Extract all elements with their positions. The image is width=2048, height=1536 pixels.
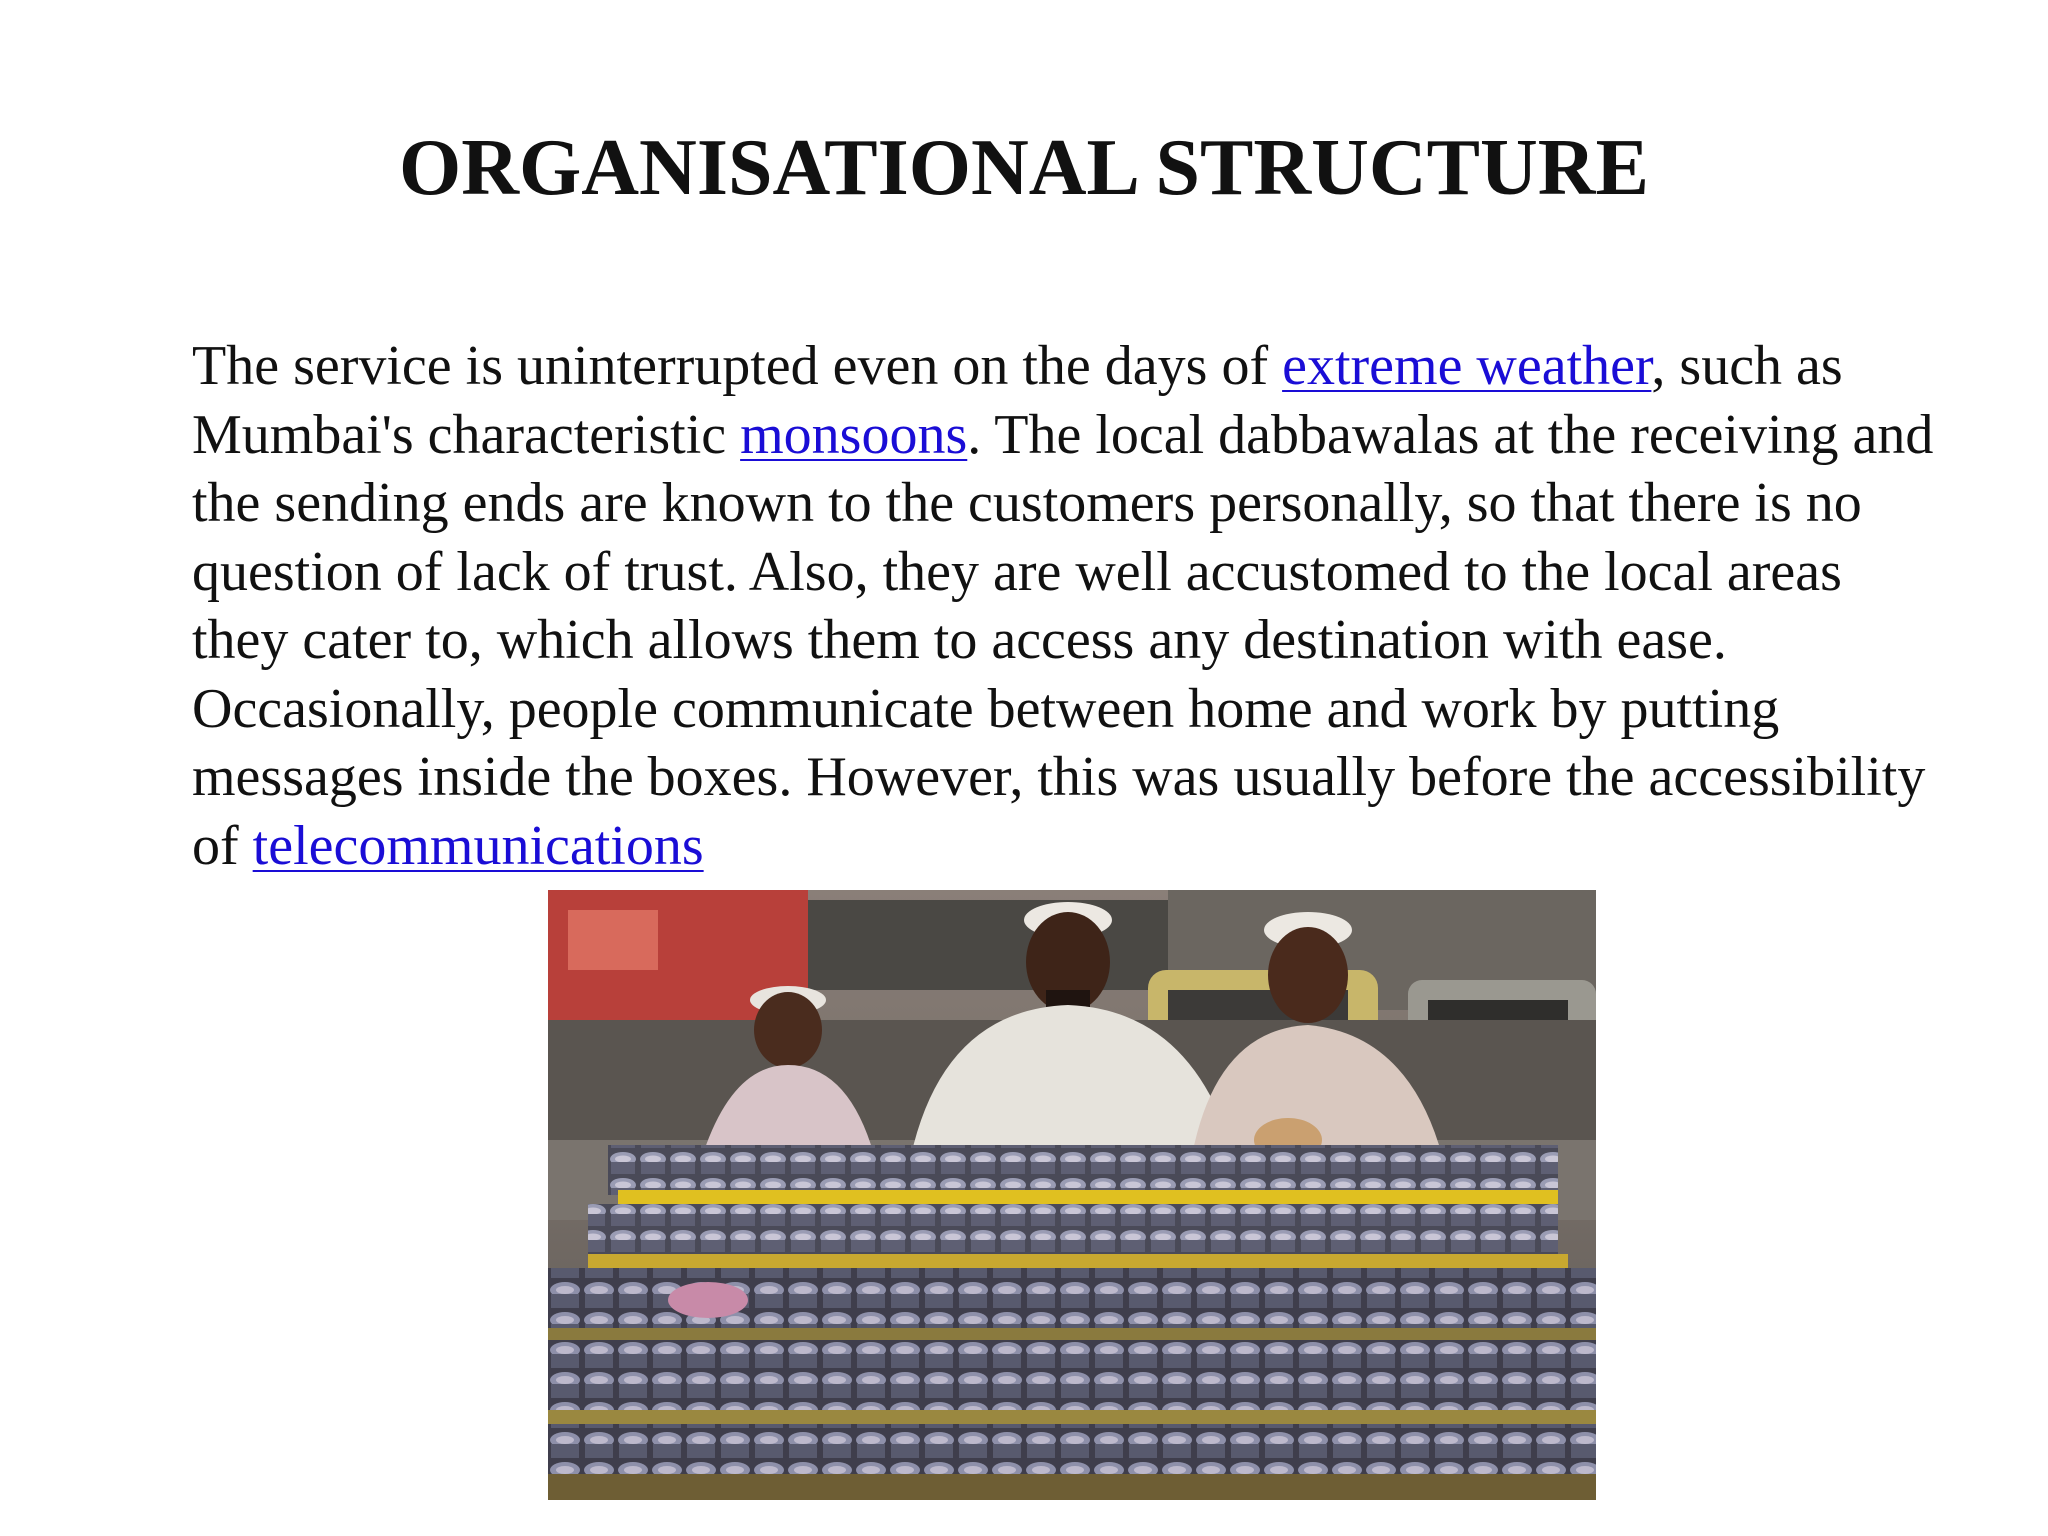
- paragraph-text-3: . The local dabbawalas at the receiving and the sending ends are known to the customers personally, so that there is no question of lack of trust. Also, they are well accustomed to the local areas they cater to, which allows them to access any destination with ease. Occasionally, people communicate between home and work by putting messages inside the boxes. However, this was usually before the accessibility of: [192, 403, 1934, 877]
- link-extreme-weather[interactable]: extreme weather: [1282, 335, 1652, 397]
- dabbawalas-photo-illustration: [548, 890, 1596, 1500]
- paragraph-text-1: The service is uninterrupted even on the days of: [192, 335, 1283, 397]
- dabbawalas-photo: [548, 890, 1596, 1500]
- body-paragraph: [192, 332, 1952, 880]
- link-telecommunications[interactable]: telecommunications: [252, 814, 704, 877]
- slide-title: ORGANISATIONAL STRUCTURE: [399, 124, 1649, 212]
- link-monsoons[interactable]: monsoons: [740, 403, 968, 466]
- paragraph-text-2: , such as Mumbai's characteristic: [192, 335, 1843, 466]
